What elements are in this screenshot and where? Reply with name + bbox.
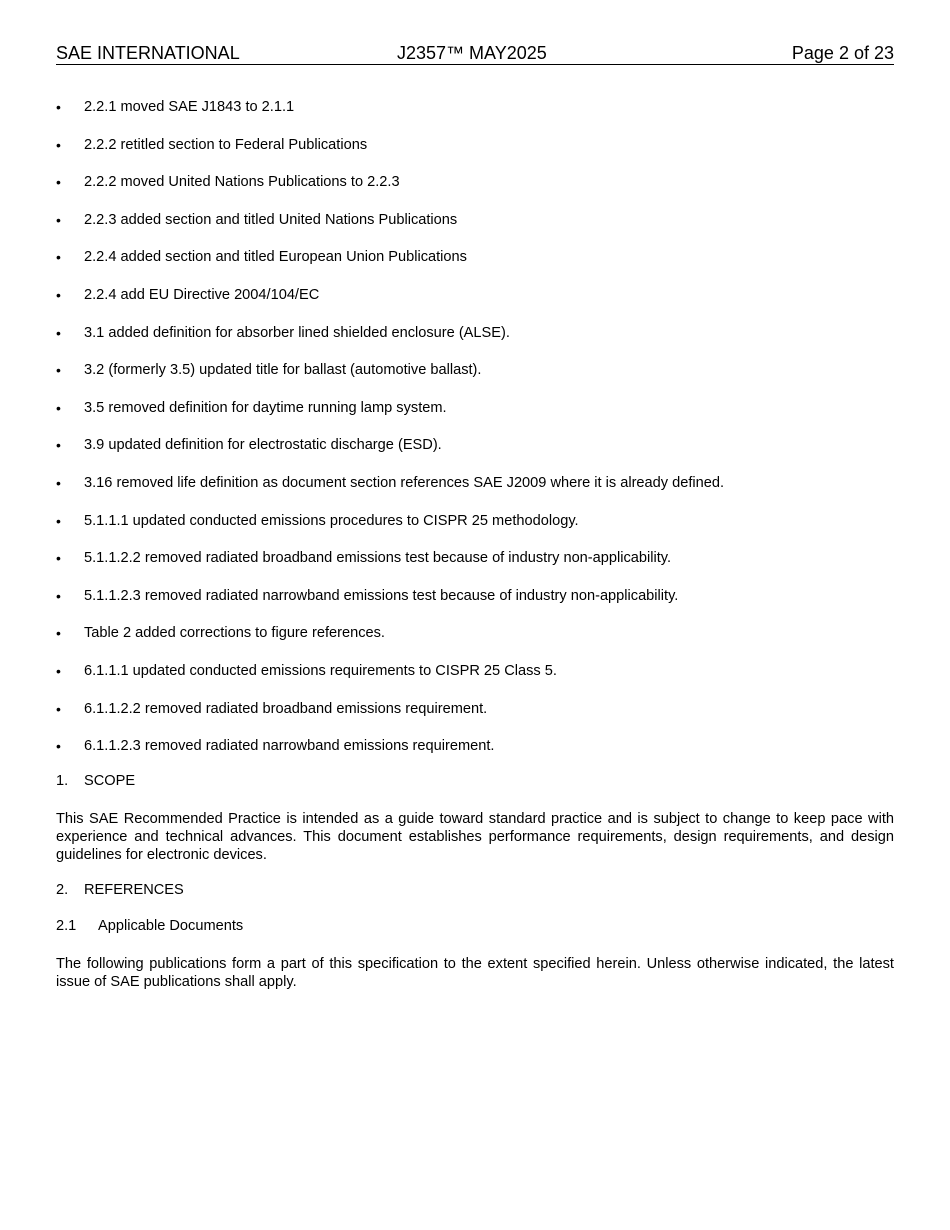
section-number: 1. [56,773,69,789]
list-item-text: 3.2 (formerly 3.5) updated title for ballast (automotive ballast). [84,362,482,379]
list-item-text: 5.1.1.2.2 removed radiated broadband emissions test because of industry non-applicability. [84,550,672,567]
bullet-icon: • [56,324,61,341]
list-item [56,285,894,323]
bullet-icon: • [56,550,61,567]
bullet-icon: • [56,286,61,303]
bullet-icon: • [56,662,61,679]
list-item [56,511,894,549]
applicable-documents-paragraph: The following publications form a part of this specification to the extent specified herein. Unless otherwise indicated, the latest issue of SAE publications shall apply. [56,956,894,990]
list-item-text: 2.2.4 add EU Directive 2004/104/EC [84,286,320,303]
section-heading-scope [56,772,135,790]
list-item-text: 6.1.1.2.2 removed radiated broadband emissions requirement. [84,700,488,717]
page-header [56,43,894,65]
list-item-text: 3.9 updated definition for electrostatic discharge (ESD). [84,437,442,454]
bullet-icon: • [56,99,61,115]
bullet-icon: • [56,474,61,491]
subsection-heading-applicable-documents [56,917,243,935]
section-title: REFERENCES [84,882,184,898]
list-item-text: 2.2.4 added section and titled European Union Publications [84,249,467,266]
list-item-text: 3.1 added definition for absorber lined shielded enclosure (ALSE). [84,324,510,341]
list-item [56,398,894,436]
list-item [56,736,894,774]
list-item-text: 6.1.1.1 updated conducted emissions requirements to CISPR 25 Class 5. [84,662,557,679]
list-item [56,323,894,361]
list-item [56,172,894,210]
list-item [56,548,894,586]
header-page-number: Page 2 of 23 [791,43,894,63]
subsection-title: Applicable Documents [98,918,244,934]
bullet-icon: • [56,587,61,604]
section-heading-references [56,881,184,899]
bullet-icon: • [56,174,61,191]
change-list [56,97,894,774]
bullet-icon: • [56,249,61,266]
bullet-icon: • [56,738,61,755]
bullet-icon: • [56,512,61,529]
list-item-text: 5.1.1.1 updated conducted emissions procedures to CISPR 25 methodology. [84,512,579,529]
subsection-number: 2.1 [56,918,77,934]
list-item-text: Table 2 added corrections to figure references. [84,625,385,642]
bullet-icon: • [56,362,61,379]
list-item [56,435,894,473]
list-item [56,586,894,624]
list-item-text: 3.5 removed definition for daytime running lamp system. [84,399,447,416]
list-item [56,97,894,135]
list-item-text: 2.2.2 moved United Nations Publications to 2.2.3 [84,174,400,191]
list-item [56,623,894,661]
header-doc-id: J2357™ MAY2025 [397,43,547,63]
bullet-icon: • [56,399,61,416]
list-item [56,661,894,699]
list-item [56,473,894,511]
bullet-icon: • [56,437,61,454]
bullet-icon: • [56,211,61,228]
list-item-text: 6.1.1.2.3 removed radiated narrowband emissions requirement. [84,738,495,755]
section-title: SCOPE [84,773,136,789]
scope-paragraph: This SAE Recommended Practice is intended as a guide toward standard practice and is subject to change to keep pace with experience and technical advances. This document establishes performance requirements, design requirements, and design guidelines for electronic devices. [56,811,894,863]
list-item [56,699,894,737]
bullet-icon: • [56,136,61,153]
list-item [56,210,894,248]
list-item-text: 2.2.3 added section and titled United Nations Publications [84,211,458,228]
section-number: 2. [56,882,69,898]
list-item [56,247,894,285]
list-item-text: 3.16 removed life definition as document section references SAE J2009 where it is already defined. [84,474,725,491]
list-item-text: 2.2.1 moved SAE J1843 to 2.1.1 [84,99,295,115]
list-item [56,135,894,173]
list-item-text: 2.2.2 retitled section to Federal Publications [84,136,368,153]
header-org: SAE INTERNATIONAL [56,43,240,63]
list-item [56,360,894,398]
list-item-text: 5.1.1.2.3 removed radiated narrowband emissions test because of industry non-applicability. [84,587,679,604]
bullet-icon: • [56,700,61,717]
bullet-icon: • [56,625,61,642]
